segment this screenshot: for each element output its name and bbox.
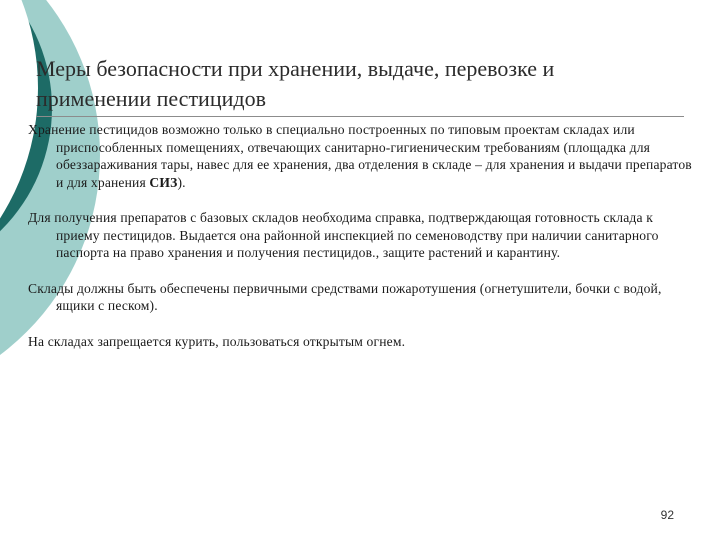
siz-emphasis: СИЗ bbox=[149, 174, 178, 190]
paragraph-storage-tail: ). bbox=[177, 174, 186, 190]
paragraph-storage-text: Хранение пестицидов возможно только в специально построенных по типовым проектам складах или приспособленных помещениях, отвечающих санитарно-гигиеническим требованиям (площадка для обеззараживания тары, навес для ее хранения, два отделения в складе – для хранения и выдачи препаратов и для хранения bbox=[28, 122, 692, 190]
paragraph-certificate: Для получения препаратов с базовых складов необходима справка, подтверждающая готовность склада к приему пестицидов. Выдается она районной инспекцией по семеноводству при наличии санитарного паспорта на право хранения и получения пестицидов., защите растений и карантину. bbox=[28, 210, 659, 260]
paragraph-smoking-ban: На складах запрещается курить, пользоваться открытым огнем. bbox=[28, 333, 406, 349]
paragraph-fire-equipment: Склады должны быть обеспечены первичными средствами пожаротушения (огнетушители, бочки с водой, ящики с песком). bbox=[28, 280, 662, 313]
slide-title: Меры безопасности при хранении, выдаче, перевозке и применении пестицидов bbox=[36, 56, 555, 111]
page-number: 92 bbox=[660, 508, 674, 522]
title-underline bbox=[36, 116, 684, 117]
paragraph-storage bbox=[28, 121, 696, 191]
slide-body bbox=[28, 121, 696, 368]
